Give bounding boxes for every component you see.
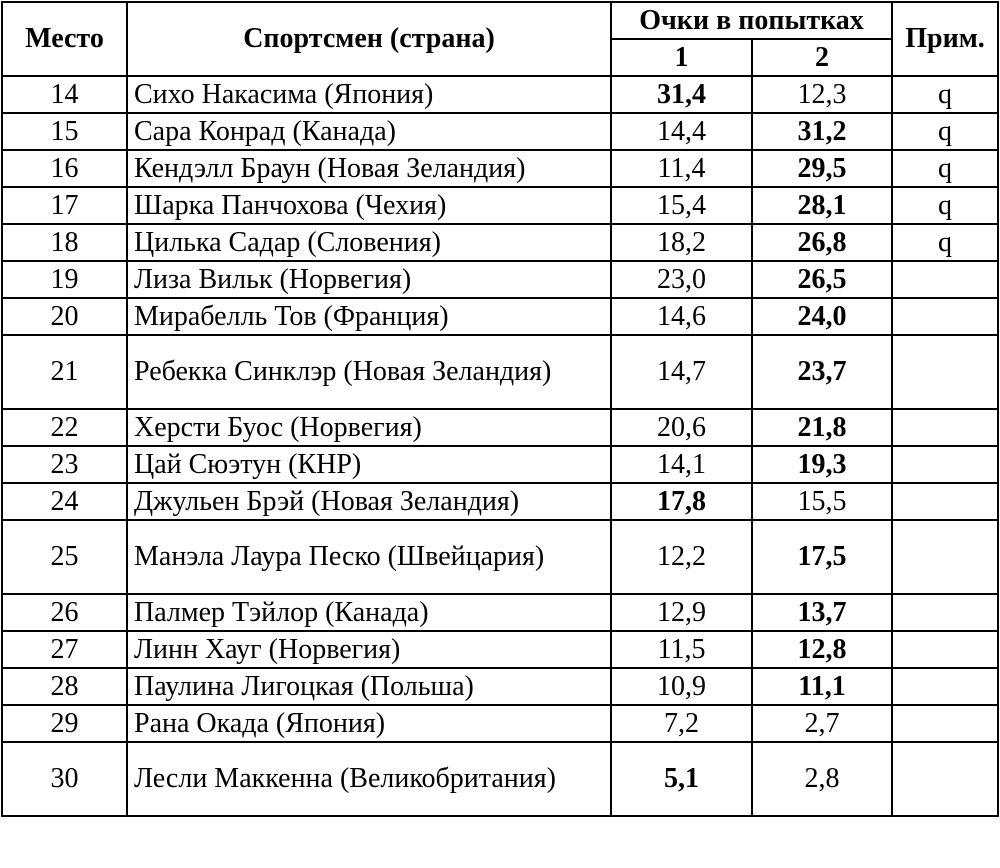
attempt-2-score-cell: 2,7 xyxy=(752,705,892,742)
note-cell xyxy=(892,446,998,483)
table-row xyxy=(2,520,998,594)
attempt-2-score-cell: 2,8 xyxy=(752,742,892,816)
note-cell: q xyxy=(892,187,998,224)
header-note: Прим. xyxy=(892,2,998,76)
attempt-2-score-cell: 26,5 xyxy=(752,261,892,298)
note-cell xyxy=(892,298,998,335)
attempt-1-score-cell: 17,8 xyxy=(611,483,752,520)
athlete-cell: Ребекка Синклэр (Новая Зеландия) xyxy=(127,335,611,409)
note-cell xyxy=(892,483,998,520)
athlete-cell: Паулина Лигоцкая (Польша) xyxy=(127,668,611,705)
athlete-cell: Сара Конрад (Канада) xyxy=(127,113,611,150)
athlete-cell: Лесли Маккенна (Великобритания) xyxy=(127,742,611,816)
note-cell: q xyxy=(892,76,998,113)
results-table xyxy=(1,1,999,817)
athlete-cell: Палмер Тэйлор (Канада) xyxy=(127,594,611,631)
athlete-cell: Цай Сюэтун (КНР) xyxy=(127,446,611,483)
header-attempt-1: 1 xyxy=(611,39,752,76)
place-cell: 28 xyxy=(2,668,127,705)
attempt-1-score-cell: 18,2 xyxy=(611,224,752,261)
place-cell: 15 xyxy=(2,113,127,150)
table-row xyxy=(2,705,998,742)
table-row xyxy=(2,631,998,668)
attempt-2-score-cell: 31,2 xyxy=(752,113,892,150)
note-cell xyxy=(892,409,998,446)
attempt-1-score-cell: 14,4 xyxy=(611,113,752,150)
athlete-cell: Джульен Брэй (Новая Зеландия) xyxy=(127,483,611,520)
place-cell: 26 xyxy=(2,594,127,631)
table-row xyxy=(2,742,998,816)
table-row xyxy=(2,187,998,224)
table-header xyxy=(2,2,998,76)
header-scores: Очки в попытках xyxy=(611,2,892,39)
athlete-cell: Мирабелль Тов (Франция) xyxy=(127,298,611,335)
place-cell: 21 xyxy=(2,335,127,409)
athlete-cell: Кендэлл Браун (Новая Зеландия) xyxy=(127,150,611,187)
note-cell xyxy=(892,742,998,816)
header-place: Место xyxy=(2,2,127,76)
attempt-2-score-cell: 26,8 xyxy=(752,224,892,261)
athlete-cell: Манэла Лаура Песко (Швейцария) xyxy=(127,520,611,594)
athlete-cell: Рана Окада (Япония) xyxy=(127,705,611,742)
athlete-cell: Линн Хауг (Норвегия) xyxy=(127,631,611,668)
table-row xyxy=(2,113,998,150)
place-cell: 17 xyxy=(2,187,127,224)
place-cell: 23 xyxy=(2,446,127,483)
athlete-cell: Шарка Панчохова (Чехия) xyxy=(127,187,611,224)
attempt-1-score-cell: 11,5 xyxy=(611,631,752,668)
attempt-1-score-cell: 23,0 xyxy=(611,261,752,298)
place-cell: 30 xyxy=(2,742,127,816)
attempt-2-score-cell: 17,5 xyxy=(752,520,892,594)
athlete-cell: Сихо Накасима (Япония) xyxy=(127,76,611,113)
attempt-1-score-cell: 14,1 xyxy=(611,446,752,483)
place-cell: 24 xyxy=(2,483,127,520)
place-cell: 19 xyxy=(2,261,127,298)
table-row xyxy=(2,298,998,335)
place-cell: 16 xyxy=(2,150,127,187)
place-cell: 14 xyxy=(2,76,127,113)
table-row xyxy=(2,150,998,187)
note-cell: q xyxy=(892,113,998,150)
note-cell: q xyxy=(892,150,998,187)
attempt-2-score-cell: 12,8 xyxy=(752,631,892,668)
attempt-1-score-cell: 12,2 xyxy=(611,520,752,594)
note-cell xyxy=(892,631,998,668)
note-cell xyxy=(892,705,998,742)
attempt-2-score-cell: 15,5 xyxy=(752,483,892,520)
place-cell: 25 xyxy=(2,520,127,594)
place-cell: 20 xyxy=(2,298,127,335)
attempt-2-score-cell: 23,7 xyxy=(752,335,892,409)
place-cell: 29 xyxy=(2,705,127,742)
attempt-2-score-cell: 29,5 xyxy=(752,150,892,187)
table-body xyxy=(2,76,998,816)
attempt-2-score-cell: 19,3 xyxy=(752,446,892,483)
place-cell: 27 xyxy=(2,631,127,668)
attempt-1-score-cell: 10,9 xyxy=(611,668,752,705)
note-cell xyxy=(892,520,998,594)
table-row xyxy=(2,409,998,446)
athlete-cell: Цилька Садар (Словения) xyxy=(127,224,611,261)
athlete-cell: Херсти Буос (Норвегия) xyxy=(127,409,611,446)
attempt-1-score-cell: 20,6 xyxy=(611,409,752,446)
note-cell xyxy=(892,261,998,298)
note-cell: q xyxy=(892,224,998,261)
attempt-1-score-cell: 12,9 xyxy=(611,594,752,631)
table-row xyxy=(2,483,998,520)
table-row xyxy=(2,446,998,483)
header-athlete: Спортсмен (страна) xyxy=(127,2,611,76)
table-row xyxy=(2,261,998,298)
attempt-1-score-cell: 15,4 xyxy=(611,187,752,224)
attempt-2-score-cell: 28,1 xyxy=(752,187,892,224)
attempt-2-score-cell: 24,0 xyxy=(752,298,892,335)
athlete-cell: Лиза Вильк (Норвегия) xyxy=(127,261,611,298)
table-row xyxy=(2,668,998,705)
attempt-2-score-cell: 13,7 xyxy=(752,594,892,631)
note-cell xyxy=(892,594,998,631)
attempt-1-score-cell: 11,4 xyxy=(611,150,752,187)
attempt-1-score-cell: 31,4 xyxy=(611,76,752,113)
place-cell: 22 xyxy=(2,409,127,446)
attempt-2-score-cell: 21,8 xyxy=(752,409,892,446)
attempt-2-score-cell: 12,3 xyxy=(752,76,892,113)
note-cell xyxy=(892,668,998,705)
place-cell: 18 xyxy=(2,224,127,261)
attempt-1-score-cell: 14,6 xyxy=(611,298,752,335)
attempt-2-score-cell: 11,1 xyxy=(752,668,892,705)
header-attempt-2: 2 xyxy=(752,39,892,76)
table-row xyxy=(2,335,998,409)
table-row xyxy=(2,224,998,261)
attempt-1-score-cell: 7,2 xyxy=(611,705,752,742)
attempt-1-score-cell: 5,1 xyxy=(611,742,752,816)
table-row xyxy=(2,594,998,631)
attempt-1-score-cell: 14,7 xyxy=(611,335,752,409)
note-cell xyxy=(892,335,998,409)
table-row xyxy=(2,76,998,113)
